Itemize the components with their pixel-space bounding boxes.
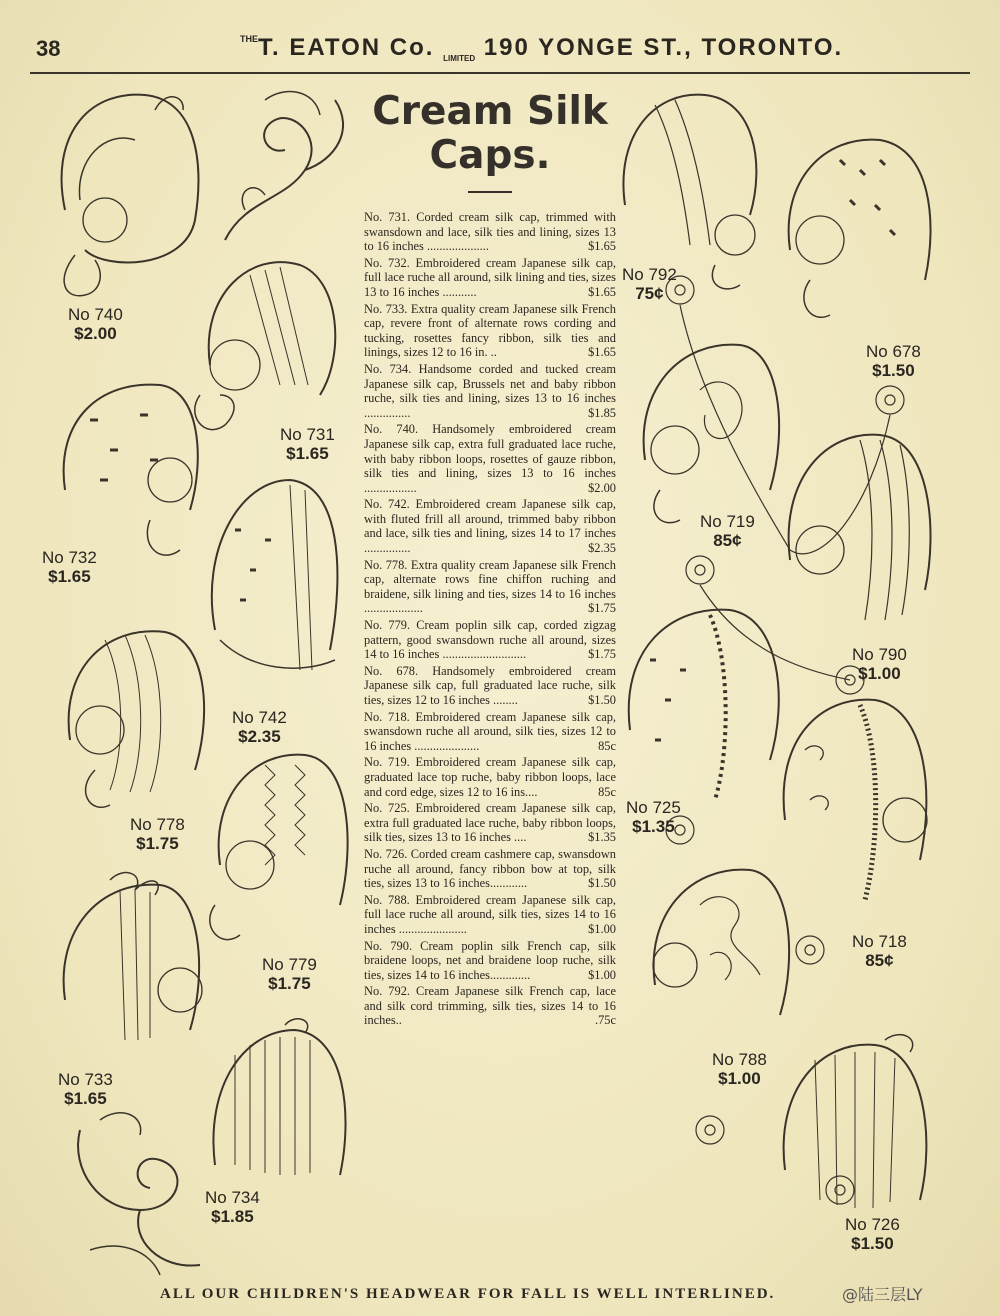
item-price: $1.75 — [588, 647, 616, 662]
label-price: $2.35 — [238, 727, 281, 746]
company-limited: LIMITED — [443, 54, 476, 63]
item-price: $1.65 — [588, 345, 616, 360]
label-price: $1.75 — [136, 834, 179, 853]
label-number: No 726 — [845, 1215, 900, 1234]
item-description: No. 779. Cream poplin silk cap, corded zigzag pattern, good swansdown ruche all around, sizes 14 to 16 inches ........................... — [364, 618, 616, 662]
item-description: No. 726. Corded cream cashmere cap, swansdown ruche all around, fancy ribbon bow at top, silk ties, sizes 13 to 16 inches............ — [364, 846, 616, 891]
page-footer: ALL OUR CHILDREN'S HEADWEAR FOR FALL IS WELL INTERLINED. — [160, 1286, 776, 1302]
item-price: $1.50 — [588, 693, 616, 707]
company-prefix: THE — [240, 34, 258, 44]
label-price: $1.65 — [48, 567, 91, 586]
label-788 — [712, 1050, 767, 1088]
label-678 — [866, 342, 921, 380]
item-price: $1.85 — [588, 405, 616, 420]
daisy-decoration — [640, 250, 940, 1250]
list-item — [364, 847, 616, 891]
item-description: No. 718. Embroidered cream Japanese silk cap, swansdown ruche all around, silk ties, sizes 12 to 16 inches ..................... — [364, 709, 616, 753]
item-description: No. 788. Embroidered cream Japanese silk cap, full lace ruche all around, silk ties, sizes 14 to 16 inches ...................... — [364, 892, 616, 936]
item-description: No. 678. Handsomely embroidered cream Japanese silk cap, full graduated lace ruche, silk ties, sizes 12 to 16 inches ........ — [364, 663, 616, 707]
cap-734-illustration — [205, 1015, 355, 1205]
title-line-1: Cream Silk — [372, 89, 608, 134]
item-description: No. 790. Cream poplin silk French cap, silk braidene loops, net and braidene loop ruche, silk ties, sizes 14 to 16 inches............. — [364, 938, 616, 982]
label-number: No 732 — [42, 548, 97, 567]
list-item — [364, 558, 616, 616]
label-number: No 778 — [130, 815, 185, 834]
item-price: $1.75 — [588, 601, 616, 616]
item-description: No. 719. Embroidered cream Japanese silk cap, graduated lace top ruche, baby ribbon loops, lace and cord edge, sizes 12 to 16 ins.... — [364, 755, 616, 799]
list-item — [364, 939, 616, 983]
item-description: No. 731. Corded cream silk cap, trimmed with swansdown and lace, silk ties and lining, sizes 13 to 16 inches .................... — [364, 210, 616, 254]
title-divider — [468, 191, 512, 193]
item-description: No. 734. Handsome corded and tucked cream Japanese silk cap, Brussels net and baby ribbon ruche, silk ties and lining, sizes 13 to 16 inches ............... — [364, 361, 616, 420]
label-price: $1.75 — [268, 974, 311, 993]
list-item — [364, 664, 616, 708]
label-725 — [626, 798, 681, 836]
company-name: T. EATON Co. — [258, 34, 435, 61]
label-price: $1.85 — [211, 1207, 254, 1226]
list-item — [364, 302, 616, 360]
item-price: $1.35 — [588, 830, 616, 845]
label-price: $1.35 — [632, 817, 675, 836]
list-item — [364, 984, 616, 1028]
item-price: $1.65 — [588, 284, 616, 299]
cap-733-illustration — [50, 870, 210, 1070]
label-number: No 718 — [852, 932, 907, 951]
item-list — [364, 210, 616, 1030]
item-price: 85c — [598, 784, 616, 799]
list-item — [364, 210, 616, 254]
label-number: No 731 — [280, 425, 335, 444]
label-price: 75¢ — [635, 284, 664, 303]
cap-779-illustration — [205, 745, 355, 955]
item-price: .75c — [595, 1013, 616, 1028]
item-price: $1.50 — [588, 876, 616, 891]
label-price: $1.65 — [64, 1089, 107, 1108]
label-price: $1.00 — [718, 1069, 761, 1088]
label-732 — [42, 548, 97, 586]
label-number: No 788 — [712, 1050, 767, 1069]
label-price: $1.50 — [872, 361, 915, 380]
label-733 — [58, 1070, 113, 1108]
list-item — [364, 893, 616, 937]
label-number: No 779 — [262, 955, 317, 974]
item-description: No. 792. Cream Japanese silk French cap, lace and silk cord trimming, silk ties, sizes 14 to 16 inches.. — [364, 984, 616, 1028]
list-item — [364, 801, 616, 845]
item-price: $2.35 — [588, 541, 616, 556]
item-price: 85c — [598, 738, 616, 753]
label-740 — [68, 305, 123, 343]
list-item — [364, 755, 616, 799]
label-price: $2.00 — [74, 324, 117, 343]
label-792 — [622, 265, 677, 303]
list-item — [364, 362, 616, 420]
flourish-top-left — [205, 80, 365, 250]
label-number: No 678 — [866, 342, 921, 361]
label-790 — [852, 645, 907, 683]
item-price: $1.00 — [588, 967, 616, 982]
item-description: No. 732. Embroidered cream Japanese silk cap, full lace ruche all around, silk lining and ties, sizes 13 to 16 inches ........... — [364, 255, 616, 299]
label-779 — [262, 955, 317, 993]
item-description: No. 740. Handsomely embroidered cream Japanese silk cap, extra full graduated lace ruche, with baby ribbon loops, rosettes of gauze ribbon, silk ties and lining, sizes 13 to 16 inches ................. — [364, 422, 616, 495]
label-number: No 733 — [58, 1070, 113, 1089]
label-734 — [205, 1188, 260, 1226]
page-header — [30, 30, 970, 74]
page-number: 38 — [36, 36, 61, 61]
cap-742-illustration — [200, 470, 350, 700]
label-price: 85¢ — [865, 951, 894, 970]
watermark: @陆三层LY — [842, 1285, 923, 1304]
company-address: 190 YONGE ST., TORONTO. — [483, 34, 844, 61]
list-item — [364, 256, 616, 300]
label-718 — [852, 932, 907, 970]
item-price: $1.65 — [588, 239, 616, 254]
item-price: $2.00 — [588, 480, 616, 495]
list-item — [364, 497, 616, 555]
label-price: $1.00 — [858, 664, 901, 683]
label-731 — [280, 425, 335, 463]
label-number: No 725 — [626, 798, 681, 817]
cap-740-illustration — [45, 80, 205, 310]
cap-732-illustration — [50, 370, 210, 570]
company-line — [240, 34, 843, 63]
label-number: No 742 — [232, 708, 287, 727]
label-726 — [845, 1215, 900, 1253]
page-title — [350, 90, 630, 178]
label-number: No 719 — [700, 512, 755, 531]
label-742 — [232, 708, 287, 746]
list-item — [364, 422, 616, 495]
label-number: No 792 — [622, 265, 677, 284]
label-number: No 790 — [852, 645, 907, 664]
title-line-2: Caps. — [429, 133, 551, 178]
cap-778-illustration — [55, 620, 215, 820]
label-price: 85¢ — [713, 531, 742, 550]
label-price: $1.65 — [286, 444, 329, 463]
label-778 — [130, 815, 185, 853]
label-number: No 734 — [205, 1188, 260, 1207]
label-719 — [700, 512, 755, 550]
label-number: No 740 — [68, 305, 123, 324]
item-price: $1.00 — [588, 921, 616, 936]
item-description: No. 742. Embroidered cream Japanese silk cap, with fluted frill all around, trimmed baby ribbon and lace, silk ties and lining, sizes 14 to 17 inches ............... — [364, 497, 616, 556]
list-item — [364, 710, 616, 754]
cap-731-illustration — [190, 245, 350, 445]
item-description: No. 733. Extra quality cream Japanese silk French cap, revere front of alternate rows cording and tucking, rosettes fancy ribbon, silk ties and linings, sizes 12 to 16 in. .. — [364, 301, 616, 360]
label-price: $1.50 — [851, 1234, 894, 1253]
list-item — [364, 618, 616, 662]
item-description: No. 778. Extra quality cream Japanese silk French cap, alternate rows fine chiffon ruching and braidene, silk lining and ties, sizes 14 to 16 inches ................... — [364, 557, 616, 616]
item-description: No. 725. Embroidered cream Japanese silk cap, extra full graduated lace ruche, baby ribbon loops, silk ties, sizes 13 to 16 inches .... — [364, 801, 616, 845]
